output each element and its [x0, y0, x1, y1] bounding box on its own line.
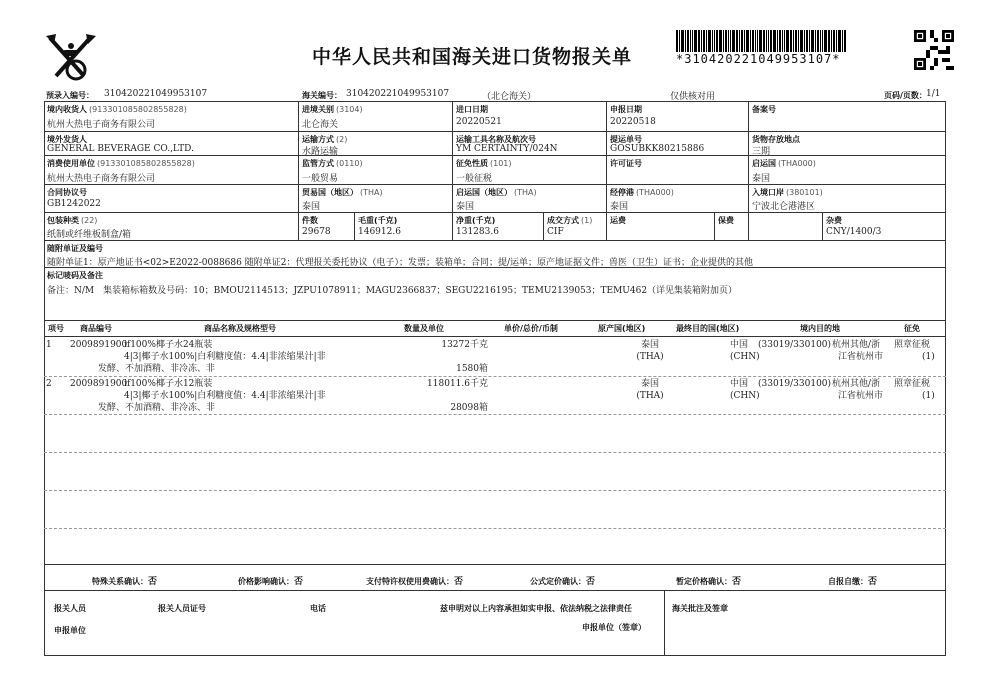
col-origin: 原产国(地区): [598, 324, 646, 333]
item-1-qty2: 1580箱: [456, 364, 488, 374]
net-weight-value: 131283.6: [456, 227, 499, 237]
consignee-label: 境内收货人 (913301085802855828): [47, 105, 187, 114]
vessel-value: YM CERTAINTY/024N: [456, 144, 558, 154]
item-2-domestic-1: 杭州其他/浙: [832, 379, 881, 389]
page-value: 1/1: [926, 89, 941, 99]
deal-value: CIF: [547, 227, 564, 237]
item-1-no: 1: [46, 340, 52, 350]
barcode: [676, 30, 847, 52]
tax-nature-label: 征免性质 (101): [456, 159, 512, 168]
vessel-label: 运输工具名称及航次号: [456, 135, 536, 144]
misc-label: 杂费: [826, 216, 842, 225]
col-code: 商品编号: [80, 324, 112, 333]
item-2-dest: 中国: [730, 379, 749, 389]
item-1-domestic-1: 杭州其他/浙: [832, 340, 881, 350]
barcode-text: *310420221049953107*: [676, 52, 841, 66]
item-1-origin-code: (THA): [636, 352, 664, 362]
pre-entry-no: 310420221049953107: [104, 89, 208, 99]
col-domestic: 境内目的地: [800, 324, 840, 333]
item-2-name-line1: if100%椰子水12瓶装: [124, 379, 213, 389]
customs-approval-label: 海关批注及签章: [672, 604, 728, 613]
item-1-domestic-code: (33019/330100): [758, 340, 832, 350]
tax-nature-value: 一般征税: [456, 174, 493, 184]
port-label: 入境口岸 (380101): [752, 188, 823, 197]
contract-label: 合同协议号: [47, 188, 87, 197]
customs-no-label: 海关编号：: [302, 91, 342, 100]
item-1-code: 2009891900: [70, 340, 128, 350]
item-2-origin-code: (THA): [636, 391, 664, 401]
declarant-cert-label: 报关人员证号: [158, 604, 206, 613]
origin-country-label: 启运国（地区） (THA): [456, 188, 537, 197]
pieces-value: 29678: [302, 227, 331, 237]
item-1-domestic-2: 江省杭州市: [838, 352, 884, 362]
customs-no: 310420221049953107: [346, 89, 450, 99]
shipper-label: 境外发货人: [47, 135, 87, 144]
port-value: 宁波北仑港港区: [752, 202, 816, 212]
trade-country-label: 贸易国（地区） (THA): [302, 188, 383, 197]
transit-label: 经停港 (THA000): [610, 188, 674, 197]
declare-date-value: 20220518: [610, 117, 656, 127]
record-no-label: 备案号: [752, 105, 776, 114]
verify-note: 仅供核对用: [670, 92, 716, 102]
insurance-label: 保费: [718, 216, 734, 225]
item-2-origin: 泰国: [640, 379, 659, 389]
royalty-confirm: 支付特许权使用费确认：否: [366, 577, 464, 587]
storage-label: 货物存放地点: [752, 135, 800, 144]
customs-office: （北仑海关）: [482, 92, 537, 102]
origin-country-value: 泰国: [456, 202, 475, 212]
item-2-name-line3: 发酵、不加酒精、非冷冻、非: [98, 403, 216, 413]
item-2-no: 2: [46, 379, 52, 389]
remarks-label: 标记唛码及备注: [47, 271, 103, 280]
departure-label: 启运国 (THA000): [752, 159, 816, 168]
item-1-tax: 照章征税: [894, 340, 931, 350]
bl-value: GOSUBKK80215886: [610, 144, 705, 154]
storage-value: 三期: [752, 147, 771, 157]
package-label: 包装种类 (22): [47, 216, 98, 225]
customs-emblem-icon: [42, 30, 100, 88]
col-qty: 数量及单位: [404, 324, 444, 333]
declaring-unit-label: 申报单位: [54, 626, 86, 635]
pieces-label: 件数: [302, 216, 318, 225]
freight-label: 运费: [610, 216, 626, 225]
item-2-dest-code: (CHN): [730, 391, 760, 401]
legal-statement: 兹申明对以上内容承担如实申报、依法纳税之法律责任: [440, 604, 632, 613]
form-title: 中华人民共和国海关进口货物报关单: [312, 46, 633, 68]
item-2-qty1: 118011.6千克: [427, 379, 488, 389]
special-relation-confirm: 特殊关系确认：否: [92, 577, 158, 587]
user-value: 杭州大热电子商务有限公司: [47, 174, 156, 184]
item-1-tax-code: (1): [922, 352, 935, 362]
item-1-name-line3: 发酵、不加酒精、非冷冻、非: [98, 364, 216, 374]
license-label: 许可证号: [610, 159, 642, 168]
col-no: 项号: [48, 324, 64, 333]
provisional-price-confirm: 暂定价格确认：否: [676, 577, 742, 587]
departure-value: 泰国: [752, 174, 771, 184]
item-2-code: 2009891900: [70, 379, 128, 389]
import-date-value: 20220521: [456, 117, 502, 127]
item-2-qty2: 28098箱: [450, 403, 488, 413]
col-name: 商品名称及规格型号: [204, 324, 276, 333]
page-label: 页码/页数：: [884, 91, 927, 100]
consignee-value: 杭州大热电子商务有限公司: [47, 120, 156, 130]
item-1-origin: 泰国: [640, 340, 659, 350]
entry-customs-value: 北仑海关: [302, 120, 339, 130]
package-value: 纸制或纤维板制盒/箱: [47, 230, 132, 240]
item-1-name-line2: 4|3|椰子水100%|白利糖度值：4.4|非浓缩果汁|非: [124, 352, 326, 362]
item-2-domestic-code: (33019/330100): [758, 379, 832, 389]
pre-entry-label: 预录入编号：: [46, 91, 94, 100]
shipper-value: GENERAL BEVERAGE CO.,LTD.: [47, 144, 194, 154]
bl-label: 提运单号: [610, 135, 642, 144]
gross-weight-value: 146912.6: [358, 227, 401, 237]
gross-weight-label: 毛重(千克): [358, 216, 398, 225]
declaring-unit-seal-label: 申报单位（签章）: [582, 623, 646, 632]
item-1-dest: 中国: [730, 340, 749, 350]
contract-value: GB1242022: [47, 199, 101, 209]
declare-date-label: 申报日期: [610, 105, 642, 114]
docs-text: 随附单证1：原产地证书<02>E2022-0088686 随附单证2：代理报关委托协议（电子）；发票；装箱单；合同；提/运单；原产地证据文件；兽医（卫生）证书；企业提供的其他: [47, 258, 753, 268]
transit-value: 泰国: [610, 202, 629, 212]
transport-mode-label: 运输方式 (2): [302, 135, 348, 144]
item-2-name-line2: 4|3|椰子水100%|白利糖度值：4.4|非浓缩果汁|非: [124, 391, 326, 401]
formula-price-confirm: 公式定价确认：否: [530, 577, 596, 587]
declarant-label: 报关人员: [54, 604, 86, 613]
self-pay-confirm: 自报自缴：否: [828, 577, 878, 587]
trade-country-value: 泰国: [302, 202, 321, 212]
user-label: 消费使用单位 (913301085802855828): [47, 159, 195, 168]
col-tax: 征免: [904, 324, 920, 333]
transport-mode-value: 水路运输: [302, 147, 339, 157]
phone-label: 电话: [310, 604, 326, 613]
remarks-text: 备注：N/M 集装箱标箱数及号码：10；BMOU2114513；JZPU1078911；MAGU2366837；SEGU2216195；TEMU2139053；TEMU462（详见集装箱附加页）: [47, 286, 738, 296]
item-1-name-line1: if100%椰子水24瓶装: [124, 340, 213, 350]
col-dest: 最终目的国(地区): [676, 324, 740, 333]
price-impact-confirm: 价格影响确认：否: [238, 577, 304, 587]
item-2-domestic-2: 江省杭州市: [838, 391, 884, 401]
qr-code-icon: [914, 30, 954, 70]
item-2-tax: 照章征税: [894, 379, 931, 389]
misc-value: CNY/1400/3: [826, 227, 882, 237]
item-1-dest-code: (CHN): [730, 352, 760, 362]
deal-label: 成交方式 (1): [547, 216, 593, 225]
supervision-label: 监管方式 (0110): [302, 159, 363, 168]
docs-label: 随附单证及编号: [47, 244, 103, 253]
supervision-value: 一般贸易: [302, 174, 339, 184]
item-1-qty1: 13272千克: [441, 340, 488, 350]
entry-customs-label: 进境关别 (3104): [302, 105, 363, 114]
col-price: 单价/总价/币制: [504, 324, 558, 333]
import-date-label: 进口日期: [456, 105, 488, 114]
item-2-tax-code: (1): [922, 391, 935, 401]
net-weight-label: 净重(千克): [456, 216, 496, 225]
